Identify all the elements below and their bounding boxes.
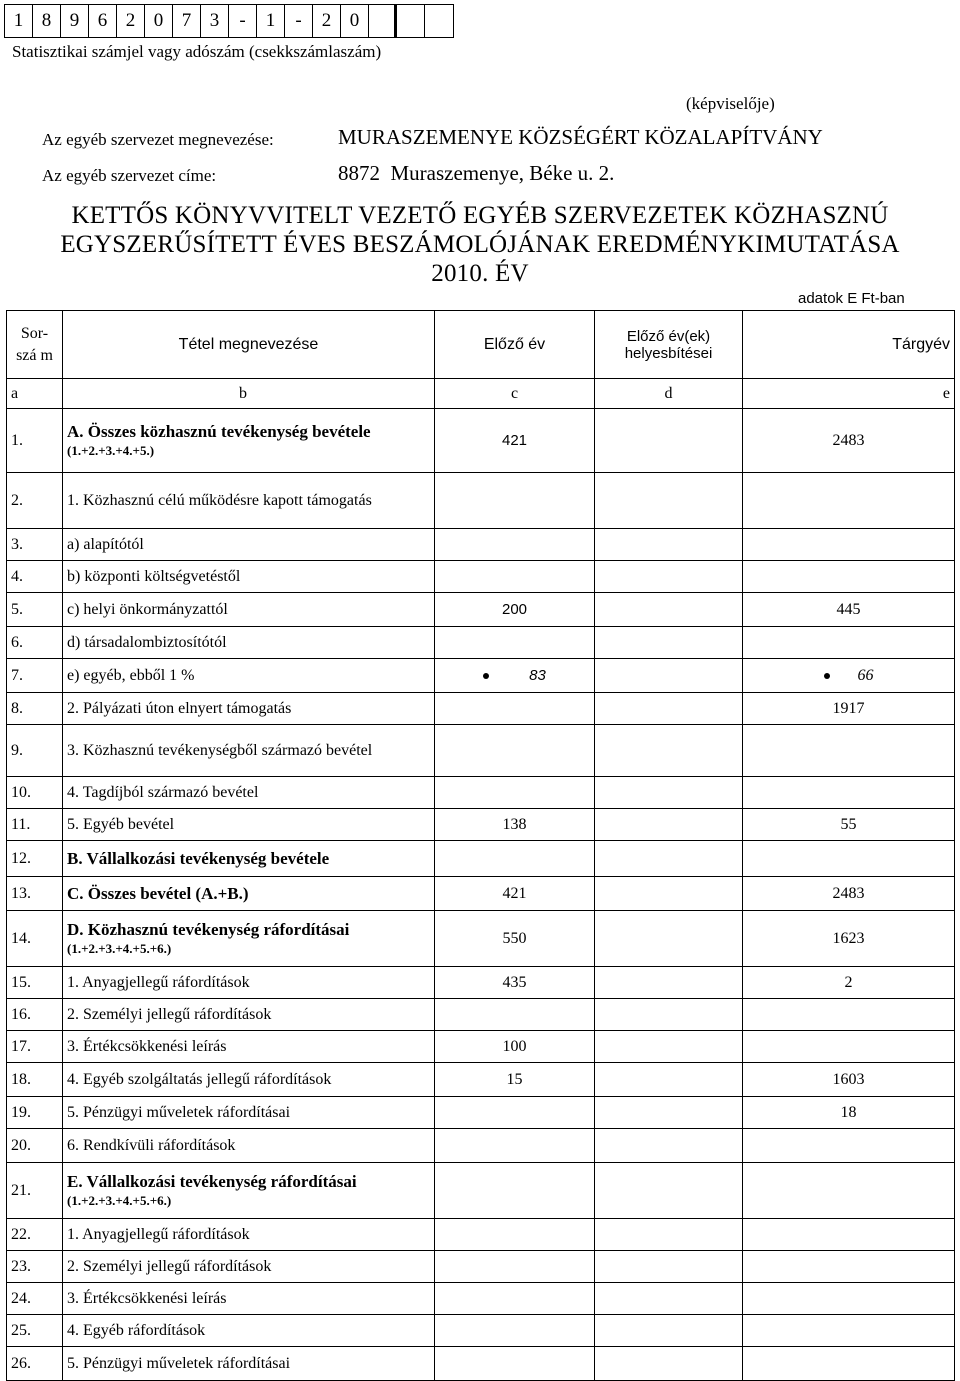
- current-year-value: 2483: [832, 884, 865, 902]
- prev-year-value: 138: [502, 815, 527, 833]
- row-label-cell: [63, 627, 435, 659]
- correction-cell: [595, 1347, 743, 1381]
- tax-id-digit-box: [369, 5, 397, 37]
- table-header-row: [7, 311, 955, 379]
- tax-id-digit-box: 2: [313, 5, 341, 37]
- correction-cell: [595, 1063, 743, 1097]
- row-number: 20.: [7, 1129, 63, 1163]
- row-label: a) alapítótól: [67, 535, 144, 553]
- row-label-cell: [63, 529, 435, 561]
- current-year-value: 1917: [832, 699, 865, 717]
- prev-year-cell: [435, 1063, 595, 1097]
- row-number: 22.: [7, 1219, 63, 1251]
- row-label-cell: [63, 1097, 435, 1129]
- tax-id-digit-box: 7: [173, 5, 201, 37]
- tax-id-digit-box: [425, 5, 453, 37]
- current-year-value: 66: [857, 666, 874, 684]
- correction-cell: [595, 1283, 743, 1315]
- current-year-cell: [743, 593, 955, 627]
- row-label-cell: [63, 809, 435, 841]
- col-header-sorszam: [7, 311, 63, 379]
- row-number: 10.: [7, 777, 63, 809]
- correction-cell: [595, 725, 743, 777]
- table-row: [7, 659, 955, 693]
- report-title-line2: EGYSZERŰSÍTETT ÉVES BESZÁMOLÓJÁNAK EREDMÉNYKIMUTATÁSA: [60, 231, 900, 258]
- table-row: [7, 725, 955, 777]
- tax-id-digit-box: 0: [145, 5, 173, 37]
- income-statement-table: [6, 310, 955, 1381]
- col-header-helyesbites: Előző év(ek) helyesbítései: [595, 311, 743, 379]
- prev-year-cell: [435, 1315, 595, 1347]
- row-number: 4.: [7, 561, 63, 593]
- current-year-cell: [743, 409, 955, 473]
- row-label-cell: [63, 1347, 435, 1381]
- row-label: B. Vállalkozási tevékenység bevétele: [67, 848, 330, 868]
- row-number: 23.: [7, 1251, 63, 1283]
- row-label-cell: [63, 473, 435, 529]
- row-label: e) egyéb, ebből 1 %: [67, 666, 195, 684]
- row-number: 6.: [7, 627, 63, 659]
- current-year-value: 2: [844, 973, 853, 991]
- row-label-cell: [63, 911, 435, 967]
- correction-cell: [595, 693, 743, 725]
- row-label-cell: [63, 877, 435, 911]
- row-label-cell: [63, 777, 435, 809]
- current-year-cell: [743, 561, 955, 593]
- table-row: [7, 1219, 955, 1251]
- row-label-formula: (1.+2.+3.+4.+5.+6.): [67, 940, 172, 956]
- row-label: b) központi költségvetéstől: [67, 567, 241, 585]
- row-label: 2. Személyi jellegű ráfordítások: [67, 1257, 272, 1275]
- row-label-cell: [63, 1315, 435, 1347]
- unit-note: adatok E Ft-ban: [798, 290, 905, 307]
- current-year-cell: [743, 1031, 955, 1063]
- prev-year-cell: [435, 473, 595, 529]
- correction-cell: [595, 1129, 743, 1163]
- prev-year-cell: [435, 1219, 595, 1251]
- tax-id-digit-box: -: [285, 5, 313, 37]
- row-label: 5. Egyéb bevétel: [67, 815, 175, 833]
- table-row: [7, 1097, 955, 1129]
- correction-cell: [595, 1031, 743, 1063]
- prev-year-cell: [435, 1031, 595, 1063]
- prev-year-cell: [435, 1163, 595, 1219]
- tax-id-digit-box: 1: [257, 5, 285, 37]
- row-label: 3. Közhasznú tevékenységből származó bevétel: [67, 741, 373, 759]
- row-number: 24.: [7, 1283, 63, 1315]
- current-year-value: 1623: [832, 929, 865, 947]
- table-body: [7, 409, 955, 1381]
- current-year-cell: [743, 1315, 955, 1347]
- row-label: 3. Értékcsökkenési leírás: [67, 1037, 227, 1055]
- row-label: 6. Rendkívüli ráfordítások: [67, 1136, 236, 1154]
- correction-cell: [595, 777, 743, 809]
- current-year-cell: [743, 911, 955, 967]
- current-year-cell: [743, 967, 955, 999]
- correction-cell: [595, 1163, 743, 1219]
- org-address-label: Az egyéb szervezet címe:: [42, 166, 217, 185]
- column-letters-row: [7, 379, 955, 409]
- report-title-line3: 2010. ÉV: [431, 260, 529, 287]
- current-year-cell: [743, 693, 955, 725]
- prev-year-value: 435: [502, 973, 527, 991]
- col-letter-a: a: [7, 379, 63, 409]
- row-label: 1. Közhasznú célú működésre kapott támogatás: [67, 491, 372, 509]
- current-year-value: 18: [840, 1103, 857, 1121]
- row-label: A. Összes közhasznú tevékenység bevétele: [67, 421, 371, 441]
- row-label: 4. Egyéb szolgáltatás jellegű ráfordítások: [67, 1070, 332, 1088]
- current-year-cell: [743, 841, 955, 877]
- prev-year-cell: [435, 841, 595, 877]
- correction-cell: [595, 809, 743, 841]
- row-label-cell: [63, 659, 435, 693]
- current-year-cell: [743, 659, 955, 693]
- row-label-cell: [63, 725, 435, 777]
- prev-year-value: 550: [502, 929, 527, 947]
- correction-cell: [595, 529, 743, 561]
- prev-year-cell: [435, 561, 595, 593]
- current-year-cell: [743, 1163, 955, 1219]
- report-title-line1: KETTŐS KÖNYVVITELT VEZETŐ EGYÉB SZERVEZETEK KÖZHASZNÚ: [71, 202, 889, 229]
- tax-id-digit-box: 9: [61, 5, 89, 37]
- table-row: [7, 627, 955, 659]
- table-row: [7, 1347, 955, 1381]
- current-year-cell: [743, 473, 955, 529]
- correction-cell: [595, 841, 743, 877]
- current-year-cell: [743, 627, 955, 659]
- col-letter-c: c: [435, 379, 595, 409]
- table-row: [7, 1315, 955, 1347]
- tax-id-digit-box: 1: [5, 5, 33, 37]
- row-label-cell: [63, 561, 435, 593]
- row-label-cell: [63, 1129, 435, 1163]
- table-row: [7, 877, 955, 911]
- prev-year-value: 200: [501, 600, 528, 618]
- table-row: [7, 911, 955, 967]
- prev-year-cell: [435, 529, 595, 561]
- prev-year-value: 83: [529, 666, 546, 684]
- correction-cell: [595, 1251, 743, 1283]
- correction-cell: [595, 409, 743, 473]
- tax-id-digit-box: 0: [341, 5, 369, 37]
- prev-year-cell: [435, 1283, 595, 1315]
- col-header-elozo: Előző év: [435, 311, 595, 379]
- row-label-cell: [63, 1251, 435, 1283]
- row-number: 3.: [7, 529, 63, 561]
- table-row: [7, 1129, 955, 1163]
- current-year-cell: [743, 1251, 955, 1283]
- col-letter-b: b: [63, 379, 435, 409]
- prev-year-cell: [435, 877, 595, 911]
- org-name-value: MURASZEMENYE KÖZSÉGÉRT KÖZALAPÍTVÁNY: [338, 125, 823, 149]
- row-number: 25.: [7, 1315, 63, 1347]
- row-number: 2.: [7, 473, 63, 529]
- current-year-cell: [743, 877, 955, 911]
- prev-year-cell: [435, 693, 595, 725]
- prev-year-value: 100: [502, 1037, 527, 1055]
- current-year-cell: [743, 777, 955, 809]
- correction-cell: [595, 877, 743, 911]
- prev-year-cell: [435, 627, 595, 659]
- row-number: 21.: [7, 1163, 63, 1219]
- row-label: 4. Egyéb ráfordítások: [67, 1321, 206, 1339]
- row-number: 11.: [7, 809, 63, 841]
- row-number: 8.: [7, 693, 63, 725]
- row-label: 3. Értékcsökkenési leírás: [67, 1289, 227, 1307]
- correction-cell: [595, 1097, 743, 1129]
- row-number: 5.: [7, 593, 63, 627]
- org-address-value: 8872 Muraszemenye, Béke u. 2.: [338, 161, 615, 185]
- col-header-targyev: Tárgyév: [743, 311, 955, 379]
- row-label: 5. Pénzügyi műveletek ráfordításai: [67, 1103, 291, 1121]
- row-label: E. Vállalkozási tevékenység ráfordításai: [67, 1171, 357, 1191]
- row-number: 18.: [7, 1063, 63, 1097]
- col-header-tetel: Tétel megnevezése: [63, 311, 435, 379]
- tax-id-digit-box: 8: [33, 5, 61, 37]
- row-label-cell: [63, 409, 435, 473]
- current-year-value: 445: [836, 600, 861, 618]
- row-label: 1. Anyagjellegű ráfordítások: [67, 1225, 250, 1243]
- row-label: 1. Anyagjellegű ráfordítások: [67, 973, 250, 991]
- correction-cell: [595, 473, 743, 529]
- prev-year-cell: [435, 999, 595, 1031]
- current-year-cell: [743, 1219, 955, 1251]
- row-label-cell: [63, 967, 435, 999]
- table-row: [7, 593, 955, 627]
- table-row: [7, 1031, 955, 1063]
- prev-year-cell: [435, 593, 595, 627]
- table-row: [7, 1283, 955, 1315]
- table-row: [7, 967, 955, 999]
- representative-label: (képviselője): [686, 94, 775, 113]
- prev-year-cell: [435, 1347, 595, 1381]
- current-year-cell: [743, 1283, 955, 1315]
- row-label-formula: (1.+2.+3.+4.+5.+6.): [67, 1192, 172, 1208]
- org-name-label: Az egyéb szervezet megnevezése:: [42, 130, 274, 149]
- correction-cell: [595, 593, 743, 627]
- bullet-icon: [824, 673, 830, 679]
- tax-id-digit-box: -: [229, 5, 257, 37]
- prev-year-cell: [435, 1129, 595, 1163]
- row-label-cell: [63, 999, 435, 1031]
- row-label-cell: [63, 1031, 435, 1063]
- prev-year-cell: [435, 777, 595, 809]
- current-year-value: 2483: [832, 431, 865, 449]
- row-number: 13.: [7, 877, 63, 911]
- correction-cell: [595, 627, 743, 659]
- tax-id-digit-box: [397, 5, 425, 37]
- correction-cell: [595, 911, 743, 967]
- current-year-cell: [743, 999, 955, 1031]
- bullet-icon: [483, 673, 489, 679]
- prev-year-cell: [435, 967, 595, 999]
- row-label-cell: [63, 1063, 435, 1097]
- table-row: [7, 693, 955, 725]
- current-year-value: 55: [840, 815, 857, 833]
- table-row: [7, 561, 955, 593]
- row-label: D. Közhasznú tevékenység ráfordításai: [67, 919, 350, 939]
- correction-cell: [595, 1219, 743, 1251]
- table-row: [7, 1251, 955, 1283]
- tax-id-boxes: [4, 4, 454, 38]
- current-year-cell: [743, 809, 955, 841]
- table-row: [7, 809, 955, 841]
- row-label-cell: [63, 841, 435, 877]
- col-letter-e: e: [743, 379, 955, 409]
- row-number: 17.: [7, 1031, 63, 1063]
- row-label: 5. Pénzügyi műveletek ráfordításai: [67, 1354, 291, 1372]
- tax-id-digit-box: 6: [89, 5, 117, 37]
- row-number: 15.: [7, 967, 63, 999]
- current-year-cell: [743, 1063, 955, 1097]
- current-year-cell: [743, 1129, 955, 1163]
- correction-cell: [595, 659, 743, 693]
- current-year-cell: [743, 725, 955, 777]
- tax-id-digit-box: 3: [201, 5, 229, 37]
- prev-year-cell: [435, 409, 595, 473]
- table-row: [7, 409, 955, 473]
- row-label: d) társadalombiztosítótól: [67, 633, 227, 651]
- prev-year-cell: [435, 911, 595, 967]
- table-row: [7, 841, 955, 877]
- prev-year-value: 421: [501, 431, 528, 449]
- row-label: 2. Személyi jellegű ráfordítások: [67, 1005, 272, 1023]
- prev-year-cell: [435, 659, 595, 693]
- prev-year-value: 15: [506, 1070, 523, 1088]
- row-number: 16.: [7, 999, 63, 1031]
- row-number: 12.: [7, 841, 63, 877]
- row-label-cell: [63, 1163, 435, 1219]
- col-letter-d: d: [595, 379, 743, 409]
- prev-year-value: 421: [502, 884, 527, 902]
- table-row: [7, 473, 955, 529]
- row-number: 14.: [7, 911, 63, 967]
- correction-cell: [595, 967, 743, 999]
- current-year-value: 1603: [832, 1070, 865, 1088]
- table-row: [7, 1063, 955, 1097]
- tax-id-digit-box: 2: [117, 5, 145, 37]
- row-label-cell: [63, 1283, 435, 1315]
- current-year-cell: [743, 529, 955, 561]
- row-label-cell: [63, 693, 435, 725]
- row-label: C. Összes bevétel (A.+B.): [67, 883, 249, 903]
- table-row: [7, 777, 955, 809]
- correction-cell: [595, 999, 743, 1031]
- prev-year-cell: [435, 1097, 595, 1129]
- tax-id-caption: Statisztikai számjel vagy adószám (csekkszámlaszám): [12, 42, 382, 61]
- prev-year-cell: [435, 725, 595, 777]
- table-row: [7, 1163, 955, 1219]
- col-header-sorszam-text: Sor-szá m: [16, 324, 53, 364]
- row-label-cell: [63, 593, 435, 627]
- row-number: 9.: [7, 725, 63, 777]
- table-row: [7, 999, 955, 1031]
- prev-year-cell: [435, 809, 595, 841]
- row-number: 1.: [7, 409, 63, 473]
- table-row: [7, 529, 955, 561]
- row-number: 19.: [7, 1097, 63, 1129]
- row-label-formula: (1.+2.+3.+4.+5.): [67, 442, 155, 458]
- current-year-cell: [743, 1347, 955, 1381]
- row-label: 2. Pályázati úton elnyert támogatás: [67, 699, 292, 717]
- row-label: c) helyi önkormányzattól: [67, 600, 228, 618]
- row-number: 26.: [7, 1347, 63, 1381]
- correction-cell: [595, 1315, 743, 1347]
- row-label-cell: [63, 1219, 435, 1251]
- prev-year-cell: [435, 1251, 595, 1283]
- row-label: 4. Tagdíjból származó bevétel: [67, 783, 259, 801]
- current-year-cell: [743, 1097, 955, 1129]
- row-number: 7.: [7, 659, 63, 693]
- correction-cell: [595, 561, 743, 593]
